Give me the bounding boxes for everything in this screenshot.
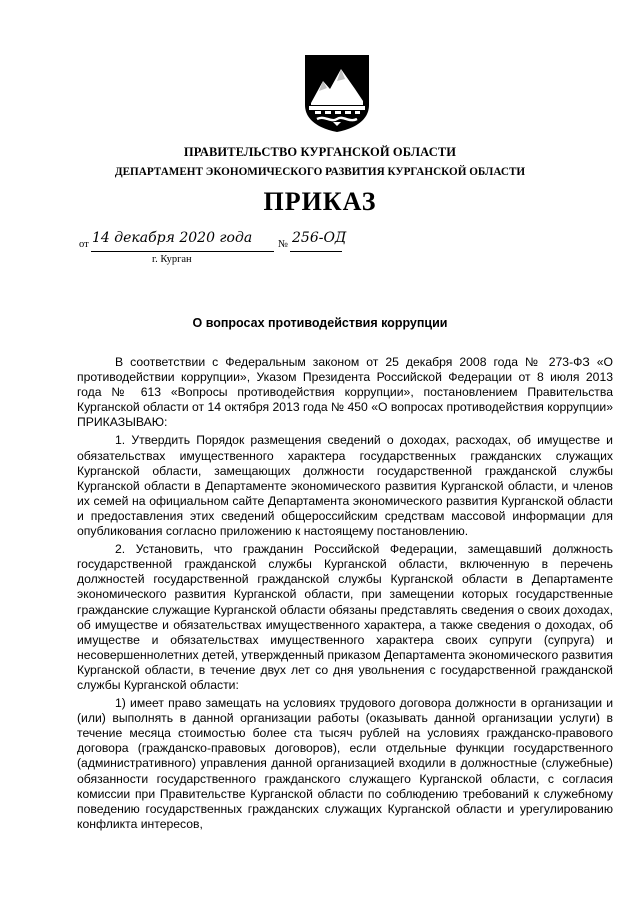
coat-of-arms-emblem: [303, 53, 371, 133]
clause-1-paragraph: 1. Утвердить Порядок размещения сведений о доходах, расходах, об имуществе и обязательствах имущественного характера государственных гражданских служащих Курганской области, замещающих должности государственной гражданской службы Курганской области в Департаменте экономического развития Курганской области, и членов их семей на официальном сайте Департамента экономического развития Курганской области и предоставления этих сведений общероссийским средствам массовой информации для опубликования согласно приложению к настоящему постановлению.: [77, 433, 613, 539]
date-prefix: от: [79, 239, 89, 250]
handwritten-number: 256-ОД: [292, 230, 347, 246]
document-type-title: ПРИКАЗ: [263, 187, 377, 216]
city-label: г. Курган: [152, 254, 192, 265]
preamble-paragraph: В соответствии с Федеральным законом от 25 декабря 2008 года № 273-ФЗ «О противодействии коррупции», Указом Президента Российской Федерации от 8 июля 2013 года № 613 «Вопросы противодействия коррупции», постановлением Правительства Курганской области от 14 октября 2013 года № 450 «О вопросах противодействия коррупции» ПРИКАЗЫВАЮ:: [77, 355, 613, 430]
handwritten-date: 14 декабря 2020 года: [92, 230, 253, 246]
number-underline: [290, 251, 342, 252]
clause-2-subclause-1-paragraph: 1) имеет право замещать на условиях трудового договора должности в организации и (или) выполнять в данной организации работы (оказывать данной организации услуги) в течение месяца стоимостью более ста тысяч рублей на условиях гражданско-правового договора (гражданско-правовых договоров), если отдельные функции государственного (административного) управления данной организацией входили в должностные (служебные) обязанности государственного гражданского служащего Курганской области, с согласия комиссии при Правительстве Курганской области по соблюдению требований к служебному поведению государственных гражданских служащих Курганской области и урегулированию конфликта интересов,: [77, 696, 613, 831]
date-underline: [91, 251, 274, 252]
order-subject: О вопросах противодействия коррупции: [192, 316, 448, 330]
order-body: [77, 355, 613, 832]
department-name: ДЕПАРТАМЕНТ ЭКОНОМИЧЕСКОГО РАЗВИТИЯ КУРГАНСКОЙ ОБЛАСТИ: [114, 166, 526, 178]
clause-2-paragraph: 2. Установить, что гражданин Российской Федерации, замещавший должность государственной гражданской службы Курганской области, включенную в перечень должностей государственной гражданской службы Курганской области в Департаменте экономического развития Курганской области, при замещении которых государственные гражданские служащие Курганской области обязаны представлять сведения о своих доходах, об имуществе и обязательствах имущественного характера, а также сведения о доходах, об имуществе и обязательствах имущественного характера своих супруги (супруга) и несовершеннолетних детей, утвержденный приказом Департамента экономического развития Курганской области, в течение двух лет со дня увольнения с государственной гражданской службы Курганской области:: [77, 542, 613, 692]
number-prefix: №: [278, 239, 289, 250]
government-name: ПРАВИТЕЛЬСТВО КУРГАНСКОЙ ОБЛАСТИ: [183, 145, 457, 159]
